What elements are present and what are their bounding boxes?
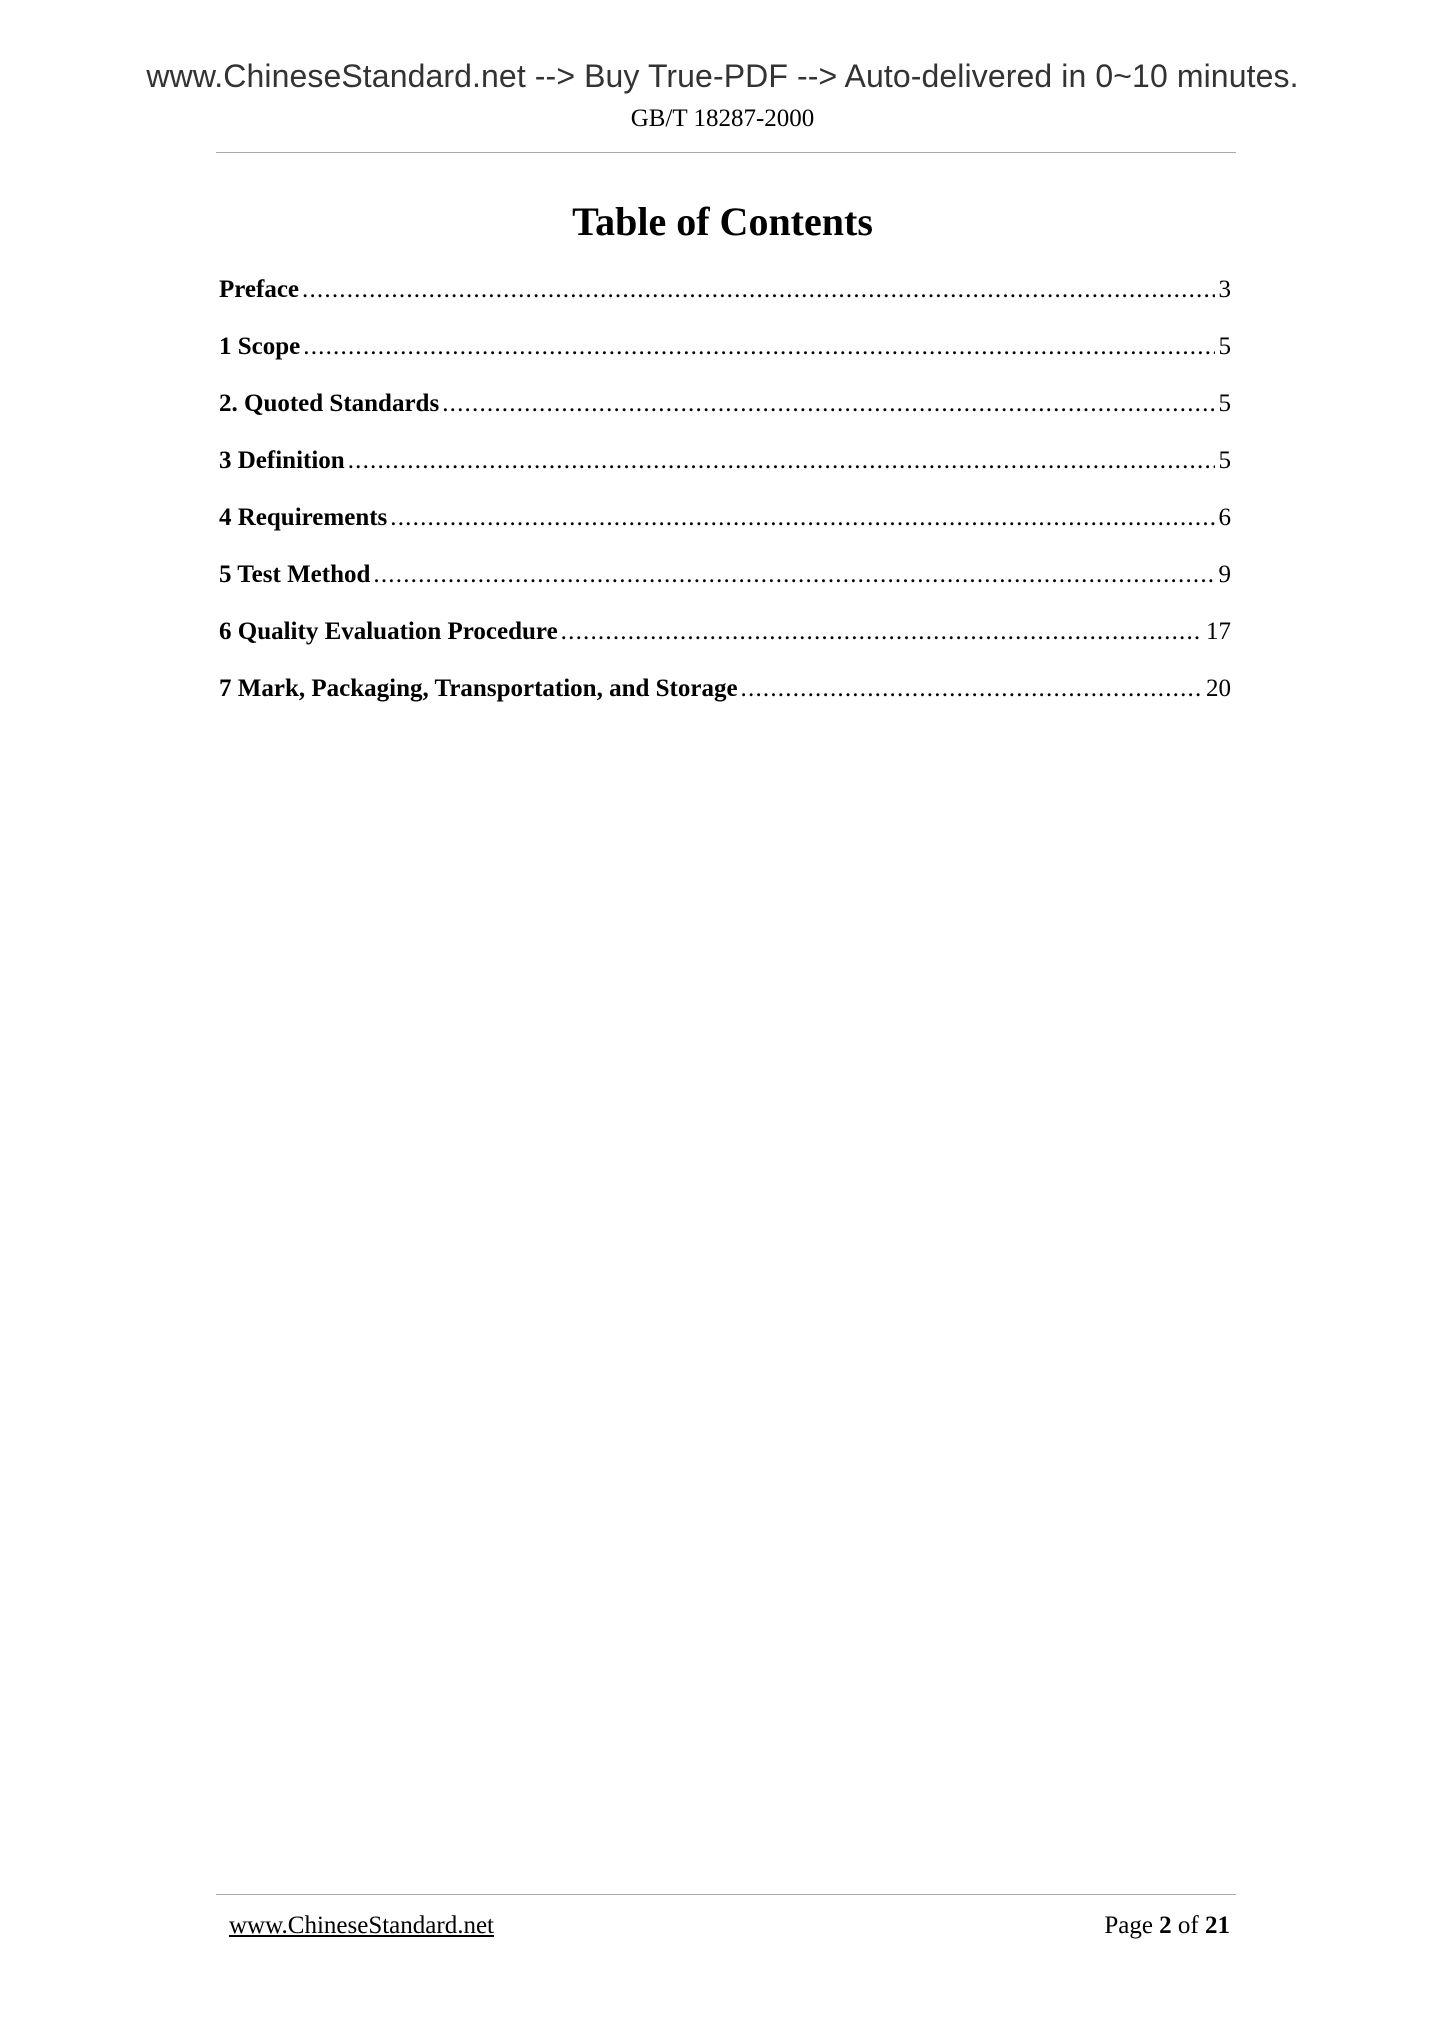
toc-entry-label: Preface (219, 276, 300, 303)
dot-leader (561, 612, 1202, 652)
toc-entry-quality-evaluation[interactable] (219, 612, 1231, 669)
toc-entry-mark-packaging[interactable] (219, 669, 1231, 726)
toc-entry-page: 6 (1218, 504, 1231, 531)
dot-leader (348, 441, 1215, 481)
dot-leader (390, 498, 1214, 538)
toc-entry-definition[interactable] (219, 441, 1231, 498)
toc-entry-page: 5 (1218, 333, 1231, 360)
toc-entry-page: 20 (1206, 675, 1231, 702)
dot-leader (302, 270, 1214, 310)
document-code: GB/T 18287-2000 (630, 105, 815, 132)
toc-entry-label: 5 Test Method (219, 561, 371, 588)
toc-entry-page: 5 (1218, 390, 1231, 417)
page-total: 21 (1205, 1912, 1230, 1939)
promo-banner: www.ChineseStandard.net --> Buy True-PDF --> Auto-delivered in 0~10 minutes. (146, 58, 1299, 94)
toc-entry-page: 9 (1218, 561, 1231, 588)
footer-site-link[interactable]: www.ChineseStandard.net (229, 1912, 494, 1939)
toc-entry-label: 3 Definition (219, 447, 345, 474)
toc-entry-label: 7 Mark, Packaging, Transportation, and Storage (219, 675, 738, 702)
toc-entry-scope[interactable] (219, 327, 1231, 384)
toc-entry-requirements[interactable] (219, 498, 1231, 555)
toc-entry-label: 6 Quality Evaluation Procedure (219, 618, 558, 645)
toc-entry-preface[interactable] (219, 270, 1231, 327)
toc-entry-page: 5 (1218, 447, 1231, 474)
toc-entry-label: 1 Scope (219, 333, 301, 360)
page-of: of (1177, 1912, 1199, 1939)
toc-entry-page: 3 (1218, 276, 1231, 303)
toc-entry-quoted-standards[interactable] (219, 384, 1231, 441)
dot-leader (741, 669, 1202, 709)
dot-leader (442, 384, 1214, 424)
toc-title: Table of Contents (572, 199, 873, 244)
page-number (1104, 1912, 1230, 1940)
footer-divider (216, 1894, 1236, 1895)
toc-entry-label: 4 Requirements (219, 504, 388, 531)
header-divider (216, 152, 1236, 153)
dot-leader (373, 555, 1214, 595)
page-prefix: Page (1104, 1912, 1153, 1939)
table-of-contents (219, 270, 1231, 726)
dot-leader (303, 327, 1214, 367)
page-current: 2 (1159, 1912, 1172, 1939)
toc-entry-label: 2. Quoted Standards (219, 390, 440, 417)
toc-entry-test-method[interactable] (219, 555, 1231, 612)
toc-entry-page: 17 (1206, 618, 1231, 645)
